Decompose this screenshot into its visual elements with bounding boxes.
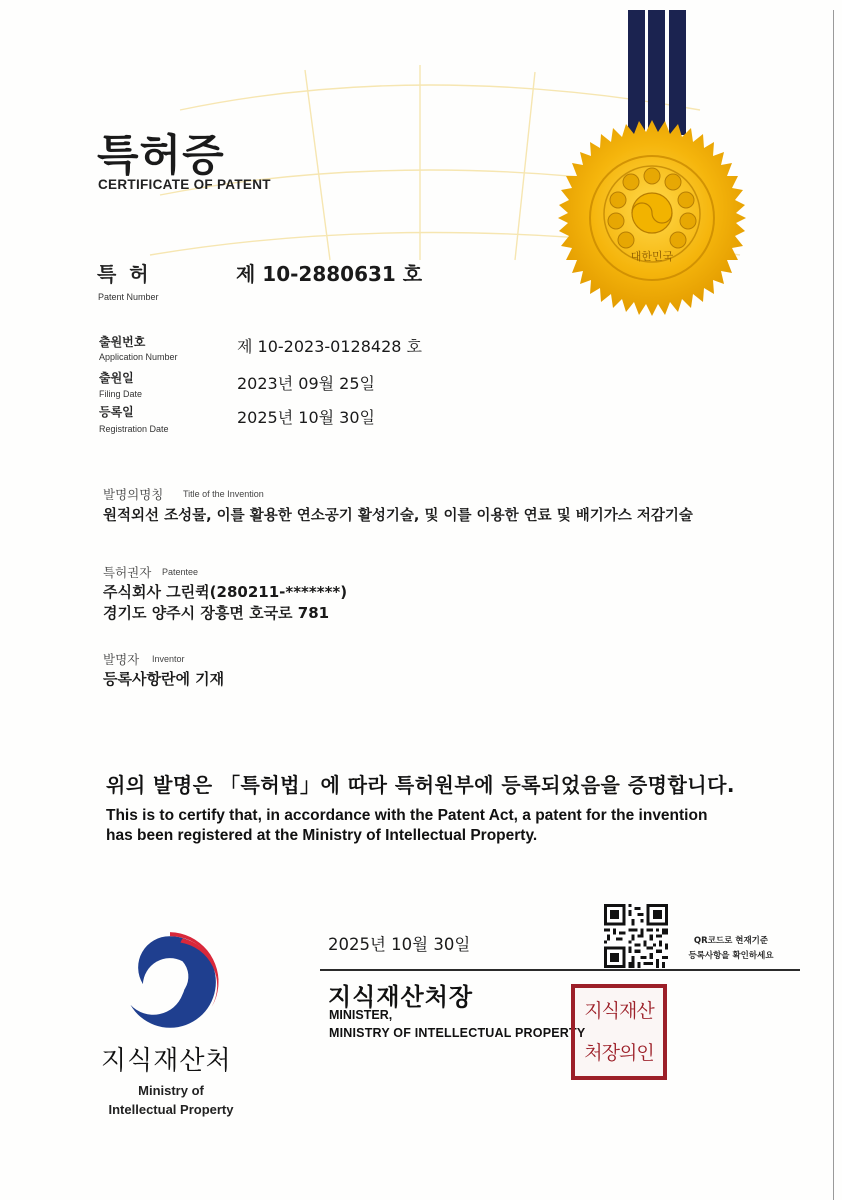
patentee-label-en: Patentee [162,567,199,577]
seal-ribbon [628,10,645,135]
patent-number-label-ko: 특 허 [97,262,152,286]
patent-number-value: 제 10-2880631 호 [236,262,423,286]
registration-date-label-ko: 등록일 [99,405,134,419]
qr-instruction-text: QR코드로 현재기준 등록사항을 확인하세요 [688,936,774,961]
certification-en-line1: This is to certify that, in accordance with the Patent Act, a patent for the invention [106,807,708,824]
application-number-value: 제 10-2023-0128428 호 [237,337,422,356]
signature-divider [320,969,800,971]
patent-number-label-en: Patent Number [98,292,159,302]
inventor-label-ko: 발명자 [103,652,140,667]
certification-statement-ko: 위의 발명은 「특허법」에 따라 특허원부에 등록되었음을 증명합니다. [106,773,736,797]
minister-title-ko: 지식재산처장 [328,983,474,1011]
seal-ribbon [648,10,665,135]
seal-ribbon [669,10,686,135]
application-number-label-ko: 출원번호 [99,335,146,349]
filing-date-value: 2023년 09월 25일 [237,374,375,393]
application-number-label-en: Application Number [99,352,178,362]
minister-title-en: MINISTER, [329,1008,393,1022]
ministry-name-en: MINISTRY OF INTELLECTUAL PROPERTY [329,1026,586,1040]
certification-en-line2: has been registered at the Ministry of Intellectual Property. [106,827,538,844]
ministry-taegeuk-logo-icon [118,930,222,1034]
invention-label-ko: 발명의명칭 [103,487,164,502]
registration-date-value: 2025년 10월 30일 [237,408,375,427]
inventor-label-en: Inventor [152,654,185,664]
gold-seal-icon [552,118,752,318]
certificate-title-en: CERTIFICATE OF PATENT [98,177,271,192]
patentee-label-ko: 특허권자 [103,565,152,580]
invention-title: 원적외선 조성물, 이를 활용한 연소공기 활성기술, 및 이를 이용한 연료 및 배기가스 저감기술 [103,508,693,524]
official-red-stamp [571,984,667,1080]
page-edge-line [833,10,834,1200]
patentee-name: 주식회사 그린퀵(280211-*******) [103,583,348,601]
patentee-address: 경기도 양주시 장흥면 호국로 781 [103,604,330,622]
certificate-title-ko: 특허증 [97,131,225,181]
svg-text:대한민국: 대한민국 [630,250,674,263]
issue-date: 2025년 10월 30일 [328,935,471,954]
filing-date-label-ko: 출원일 [99,371,134,385]
ministry-name-en: Ministry of Intellectual Property [108,1083,234,1117]
invention-label-en: Title of the Invention [183,489,264,499]
certification-statement-en [106,806,806,846]
inventor-value: 등록사항란에 기재 [103,670,225,688]
registration-date-label-en: Registration Date [99,424,169,434]
stamp-text: 지식재산처장의인 [584,1000,654,1064]
filing-date-label-en: Filing Date [99,389,143,399]
qr-code-icon[interactable] [604,904,668,968]
ministry-name-ko: 지식재산처 [101,1046,232,1076]
